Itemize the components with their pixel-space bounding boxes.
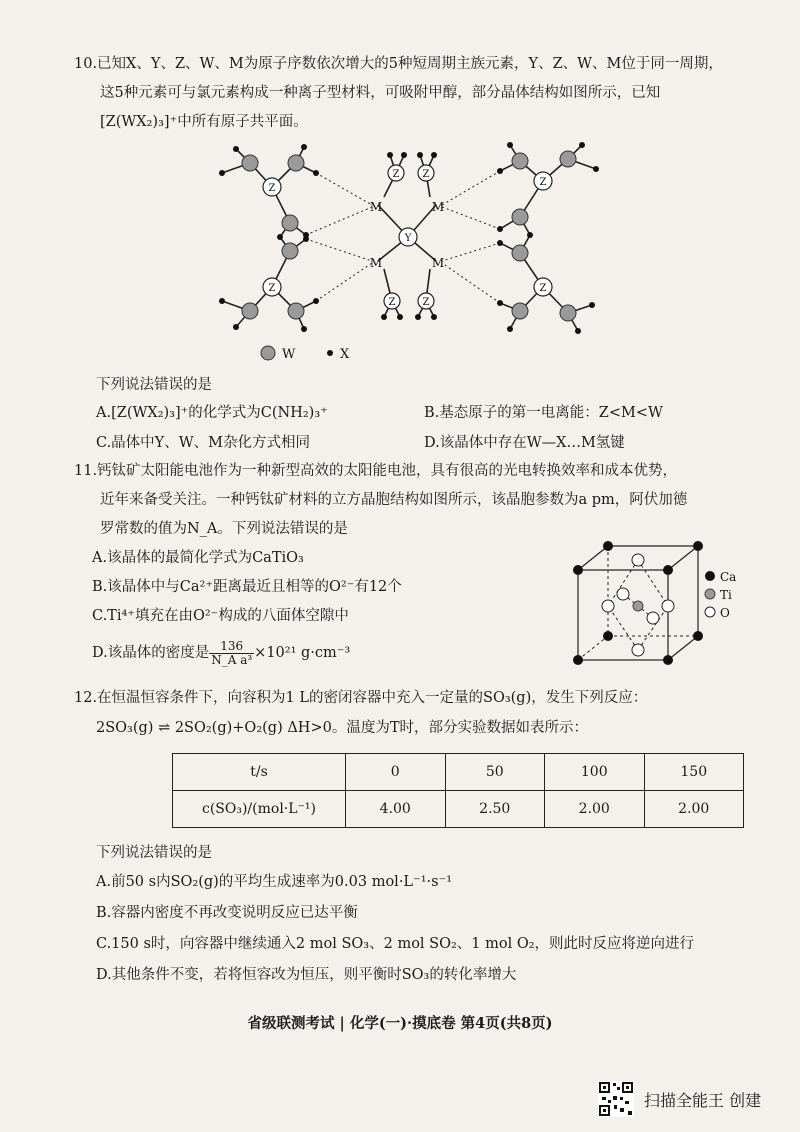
atom-z: Z bbox=[539, 177, 547, 188]
q11-line1: 11.钙钛矿太阳能电池作为一种新型高效的太阳能电池，具有很高的光电转换效率和成本优势， bbox=[74, 463, 678, 479]
atom-m: M bbox=[431, 256, 445, 270]
atom-z: Z bbox=[268, 183, 276, 194]
density-numerator: 136 bbox=[209, 640, 254, 654]
q10-option-b: B.基态原子的第一电离能：Z<M<W bbox=[424, 405, 663, 421]
q11-option-d-prefix: D.该晶体的密度是 bbox=[92, 645, 210, 661]
row-label-c: c(SO₃)/(mol·L⁻¹) bbox=[173, 791, 346, 828]
q11-line2: 近年来备受关注。一种钙钛矿材料的立方晶胞结构如图所示，该晶胞参数为a pm，阿伏加德 bbox=[100, 492, 688, 508]
scanner-watermark: 扫描全能王 创建 bbox=[644, 1091, 762, 1110]
q12-data-table bbox=[172, 753, 744, 828]
legend-o: O bbox=[720, 606, 730, 620]
legend-x-swatch bbox=[327, 350, 333, 356]
atom-z: Z bbox=[422, 169, 430, 180]
q12-line2: 2SO₃(g) ⇌ 2SO₂(g)+O₂(g) ΔH>0。温度为T时，部分实验数据如表所示： bbox=[96, 720, 588, 736]
q10-crystal-diagram bbox=[200, 135, 620, 370]
table-row bbox=[173, 754, 744, 791]
table-cell: 2.50 bbox=[445, 791, 545, 828]
q12-line1: 12.在恒温恒容条件下，向容积为1 L的密闭容器中充入一定量的SO₃(g)，发生下列反应： bbox=[74, 690, 648, 706]
atom-z: Z bbox=[539, 283, 547, 294]
legend-x-label: X bbox=[340, 347, 350, 362]
q11-option-c: C.Ti⁴⁺填充在由O²⁻构成的八面体空隙中 bbox=[92, 608, 349, 624]
q12-option-b: B.容器内密度不再改变说明反应已达平衡 bbox=[96, 905, 358, 921]
atom-z: Z bbox=[388, 297, 396, 308]
density-denominator: N_A a³ bbox=[211, 652, 253, 667]
row-label-t: t/s bbox=[173, 754, 346, 791]
q10-stem: 下列说法错误的是 bbox=[96, 377, 212, 393]
legend-w-label: W bbox=[282, 347, 296, 362]
q11-option-d bbox=[92, 636, 350, 670]
q11-option-d-suffix: ×10²¹ g·cm⁻³ bbox=[254, 645, 351, 661]
q10-line1: 10.已知X、Y、Z、W、M为原子序数依次增大的5种短周期主族元素，Y、Z、W、M位于同一周期， bbox=[74, 56, 723, 72]
legend-ti: Ti bbox=[720, 588, 732, 602]
atom-m: M bbox=[369, 256, 383, 270]
density-fraction bbox=[209, 640, 254, 667]
atom-m: M bbox=[369, 200, 383, 214]
atom-z: Z bbox=[422, 297, 430, 308]
q11-line3: 罗常数的值为N_A。下列说法错误的是 bbox=[100, 521, 348, 537]
q11-option-a: A.该晶体的最简化学式为CaTiO₃ bbox=[92, 550, 304, 566]
table-cell: 2.00 bbox=[644, 791, 744, 828]
q12-option-a: A.前50 s内SO₂(g)的平均生成速率为0.03 mol·L⁻¹·s⁻¹ bbox=[96, 874, 453, 890]
table-cell: 100 bbox=[545, 754, 645, 791]
table-cell: 2.00 bbox=[545, 791, 645, 828]
q10-option-a: A.[Z(WX₂)₃]⁺的化学式为C(NH₂)₃⁺ bbox=[96, 405, 328, 421]
qr-code-icon bbox=[598, 1081, 634, 1117]
atom-z: Z bbox=[392, 169, 400, 180]
atom-y: Y bbox=[404, 233, 412, 244]
perovskite-unit-cell bbox=[570, 540, 780, 665]
table-cell: 150 bbox=[644, 754, 744, 791]
q12-stem: 下列说法错误的是 bbox=[96, 845, 212, 861]
q10-line2: 这5种元素可与氯元素构成一种离子型材料，可吸附甲醇，部分晶体结构如图所示，已知 bbox=[100, 85, 661, 101]
table-cell: 0 bbox=[346, 754, 446, 791]
table-row bbox=[173, 791, 744, 828]
q10-option-d: D.该晶体中存在W—X…M氢键 bbox=[424, 435, 625, 451]
legend-ca: Ca bbox=[720, 570, 737, 584]
q10-option-c: C.晶体中Y、W、M杂化方式相同 bbox=[96, 435, 311, 451]
atom-z: Z bbox=[268, 283, 276, 294]
q12-option-c: C.150 s时，向容器中继续通入2 mol SO₃、2 mol SO₂、1 mol O₂，则此时反应将逆向进行 bbox=[96, 936, 695, 952]
table-cell: 50 bbox=[445, 754, 545, 791]
legend-w-swatch bbox=[261, 346, 275, 360]
q12-option-d: D.其他条件不变，若将恒容改为恒压，则平衡时SO₃的转化率增大 bbox=[96, 967, 517, 983]
q11-option-b: B.该晶体中与Ca²⁺距离最近且相等的O²⁻有12个 bbox=[92, 579, 402, 595]
table-cell: 4.00 bbox=[346, 791, 446, 828]
atom-m: M bbox=[431, 200, 445, 214]
page-footer: 省级联测考试 | 化学(一)·摸底卷 第4页(共8页) bbox=[247, 1015, 553, 1032]
q10-line3: [Z(WX₂)₃]⁺中所有原子共平面。 bbox=[100, 114, 308, 130]
